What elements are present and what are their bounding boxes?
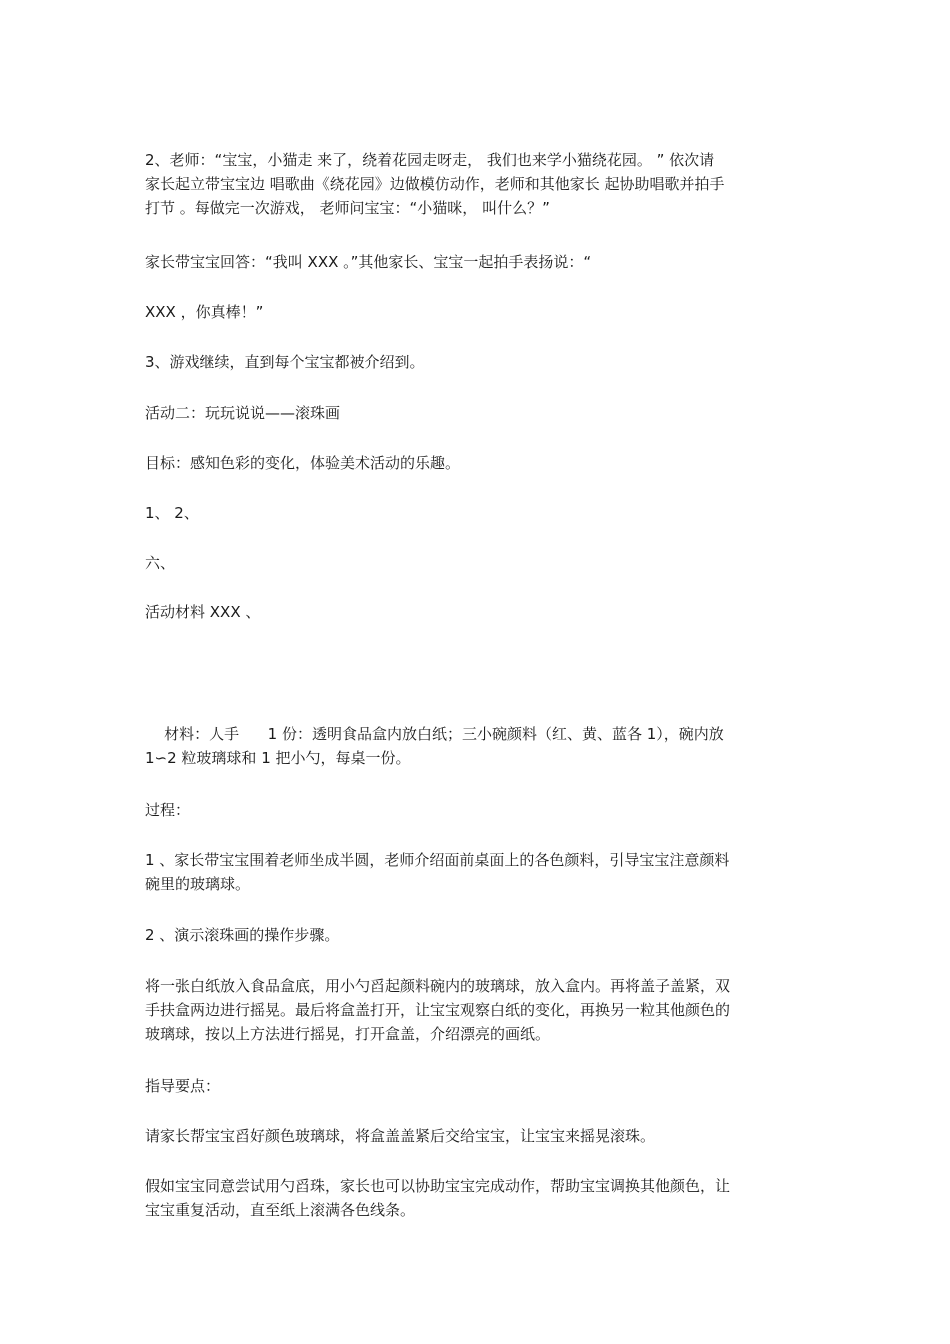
text-line: 宝宝重复活动，直至纸上滚满各色线条。 (145, 1201, 416, 1219)
text-line: 碗里的玻璃球。 (145, 875, 251, 893)
activity-materials-label: 活动材料 XXX 、 (145, 603, 261, 621)
paragraph-praise: XXX ，你真棒！” (145, 303, 264, 321)
paragraph-guide-one: 请家长帮宝宝舀好颜色玻璃球，将盒盖盖紧后交给宝宝，让宝宝来摇晃滚珠。 (145, 1127, 656, 1145)
paragraph-step-two: 2 、演示滚珠画的操作步骤。 (145, 926, 340, 944)
text-line: 1∽2 粒玻璃球和 1 把小勺，每桌一份。 (145, 749, 411, 767)
text-line: 1 、家长带宝宝围着老师坐成半圆，老师介绍面前桌面上的各色颜料，引导宝宝注意颜料 (145, 851, 730, 869)
text-line: 打节 。每做完一次游戏， 老师问宝宝：“小猫咪， 叫什么？” (145, 199, 550, 217)
process-label: 过程： (145, 801, 191, 819)
text-line: 假如宝宝同意尝试用勺舀珠，家长也可以协助宝宝完成动作，帮助宝宝调换其他颜色，让 (145, 1177, 731, 1195)
paragraph-demonstration (145, 974, 810, 1046)
paragraph-guide-two (145, 1174, 810, 1222)
paragraph-materials (145, 722, 810, 770)
paragraph-game-continue: 3、游戏继续，直到每个宝宝都被介绍到。 (145, 353, 425, 371)
paragraph-teacher-instruction (145, 148, 810, 220)
text-line: 家长起立带宝宝边 唱歌曲《绕花园》边做模仿动作，老师和其他家长 起协助唱歌并拍手 (145, 175, 725, 193)
step-numbers: 1、 2、 (145, 504, 199, 522)
guide-points-label: 指导要点： (145, 1077, 221, 1095)
text-line: 材料：人手 1 份：透明食品盒内放白纸；三小碗颜料（红、黄、蓝各 1），碗内放 (145, 725, 724, 743)
text-line: 手扶盒两边进行摇晃。最后将盒盖打开，让宝宝观察白纸的变化，再换另一粒其他颜色的 (145, 1001, 731, 1019)
activity-two-title: 活动二：玩玩说说——滚珠画 (145, 404, 341, 422)
text-line: 将一张白纸放入食品盒底，用小勺舀起颜料碗内的玻璃球，放入盒内。再将盖子盖紧，双 (145, 977, 731, 995)
text-line: 玻璃球，按以上方法进行摇晃，打开盒盖，介绍漂亮的画纸。 (145, 1025, 551, 1043)
paragraph-step-one (145, 848, 810, 896)
paragraph-parent-answer: 家长带宝宝回答：“我叫 XXX 。”其他家长、宝宝一起拍手表扬说：“ (145, 253, 592, 271)
section-six-heading: 六、 (145, 554, 176, 572)
text-line: 2、老师：“宝宝，小猫走 来了，绕着花园走呀走， 我们也来学小猫绕花园。 ” 依次请 (145, 151, 715, 169)
activity-goal: 目标：感知色彩的变化，体验美术活动的乐趣。 (145, 454, 461, 472)
